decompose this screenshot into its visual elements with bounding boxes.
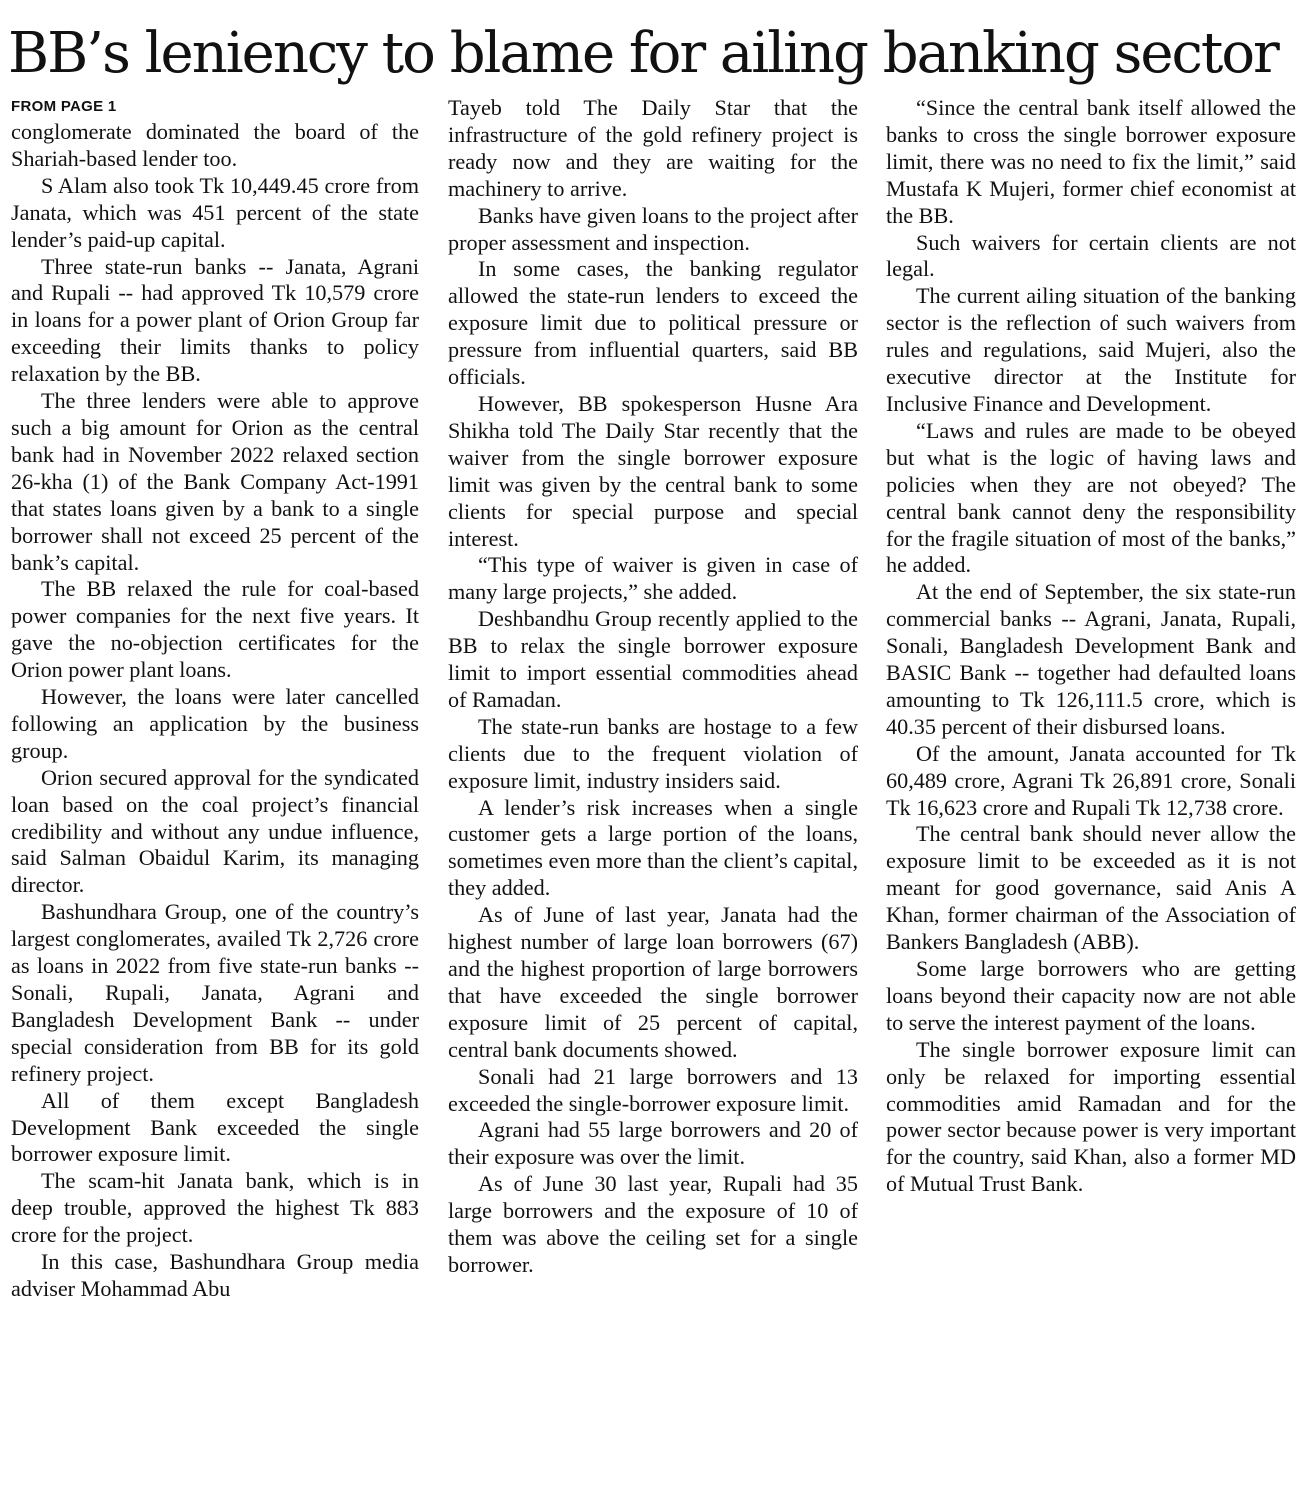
article-paragraph: S Alam also took Tk 10,449.45 crore from Janata, which was 451 percent of the state lender’s paid-up capital. <box>11 172 419 252</box>
article-paragraph: conglomerate dominated the board of the Shariah-based lender too. <box>11 119 419 171</box>
article-paragraph: Deshbandhu Group recently applied to the BB to relax the single borrower exposure limit to import essential commodities ahead of Ramadan. <box>448 606 858 712</box>
article-paragraph: A lender’s risk increases when a single customer gets a large portion of the loans, sometimes even more than the client’s capital, they added. <box>448 794 858 901</box>
article-column-3 <box>886 95 1296 1470</box>
continued-from-label: FROM PAGE 1 <box>11 98 117 115</box>
headline: BB’s leniency to blame for ailing banking sector <box>8 21 1278 86</box>
article-paragraph: The central bank should never allow the exposure limit to be exceeded as it is not meant for good governance, said Anis A Khan, former chairman of the Association of Bankers Bangladesh (ABB). <box>886 821 1296 955</box>
article-paragraph: All of them except Bangladesh Development Bank exceeded the single borrower exposure limit. <box>11 1087 419 1167</box>
article-paragraph: Such waivers for certain clients are not legal. <box>886 229 1296 282</box>
article-column-1 <box>11 95 419 1494</box>
article-paragraph: The BB relaxed the rule for coal-based power companies for the next five years. It gave the no-objection certificates for the Orion power plant loans. <box>11 576 419 683</box>
article-paragraph: Of the amount, Janata accounted for Tk 60,489 crore, Agrani Tk 26,891 crore, Sonali Tk 16,623 crore and Rupali Tk 12,738 crore. <box>886 740 1296 820</box>
article-paragraph: Some large borrowers who are getting loans beyond their capacity now are not able to serve the interest payment of the loans. <box>886 956 1296 1035</box>
article-paragraph: Agrani had 55 large borrowers and 20 of their exposure was over the limit. <box>448 1117 858 1170</box>
article-paragraph: Banks have given loans to the project after proper assessment and inspection. <box>448 202 858 255</box>
article-paragraph: The state-run banks are hostage to a few clients due to the frequent violation of exposure limit, industry insiders said. <box>448 713 858 793</box>
article-column-2 <box>448 95 858 1470</box>
article-paragraph: As of June of last year, Janata had the highest number of large loan borrowers (67) and the highest proportion of large borrowers that have exceeded the single borrower exposure limit of 25 percent of capital, central bank documents showed. <box>448 902 858 1062</box>
article-paragraph: Orion secured approval for the syndicated loan based on the coal project’s financial credibility and without any undue influence, said Salman Obaidul Karim, its managing director. <box>11 764 419 898</box>
article-paragraph: “This type of waiver is given in case of many large projects,” she added. <box>448 552 858 605</box>
article-paragraph: Bashundhara Group, one of the country’s largest conglomerates, availed Tk 2,726 crore as loans in 2022 from five state-run banks -- Sonali, Rupali, Janata, Agrani and Bangladesh Development Bank -- under special consideration from BB for its gold refinery project. <box>11 899 419 1086</box>
article-paragraph: The three lenders were able to approve such a big amount for Orion as the central bank had in November 2022 relaxed section 26-kha (1) of the Bank Company Act-1991 that states loans given by a bank to a single borrower shall not exceed 25 percent of the bank’s capital. <box>11 388 419 575</box>
article-paragraph: Three state-run banks -- Janata, Agrani and Rupali -- had approved Tk 10,579 crore in loans for a power plant of Orion Group far exceeding their limits thanks to policy relaxation by the BB. <box>11 253 419 387</box>
article-paragraph: “Laws and rules are made to be obeyed but what is the logic of having laws and policies when they are not obeyed? The central bank cannot deny the responsibility for the fragile situation of most of the banks,” he added. <box>886 417 1296 578</box>
article-paragraph: In some cases, the banking regulator allowed the state-run lenders to exceed the exposure limit due to political pressure or pressure from influential quarters, said BB officials. <box>448 256 858 390</box>
article-paragraph: At the end of September, the six state-run commercial banks -- Agrani, Janata, Rupali, Sonali, Bangladesh Development Bank and BASIC Bank -- together had defaulted loans amounting to Tk 126,111.5 crore, which is 40.35 percent of their disbursed loans. <box>886 579 1296 739</box>
article-paragraph: The single borrower exposure limit can only be relaxed for importing essential commodities amid Ramadan and for the power sector because power is very important for the country, said Khan, also a former MD of Mutual Trust Bank. <box>886 1036 1296 1197</box>
article-paragraph: As of June 30 last year, Rupali had 35 large borrowers and the exposure of 10 of them was above the ceiling set for a single borrower. <box>448 1171 858 1277</box>
article-paragraph: Sonali had 21 large borrowers and 13 exceeded the single-borrower exposure limit. <box>448 1063 858 1116</box>
article-paragraph: The current ailing situation of the banking sector is the reflection of such waivers from rules and regulations, said Mujeri, also the executive director at the Institute for Inclusive Finance and Development. <box>886 283 1296 416</box>
article-paragraph: However, the loans were later cancelled following an application by the business group. <box>11 684 419 763</box>
article-paragraph: Tayeb told The Daily Star that the infrastructure of the gold refinery project is ready now and they are waiting for the machinery to arrive. <box>448 95 858 201</box>
article-paragraph: The scam-hit Janata bank, which is in deep trouble, approved the highest Tk 883 crore for the project. <box>11 1168 419 1248</box>
article-paragraph: “Since the central bank itself allowed the banks to cross the single borrower exposure limit, there was no need to fix the limit,” said Mustafa K Mujeri, former chief economist at the BB. <box>886 95 1296 228</box>
article-paragraph: In this case, Bashundhara Group media adviser Mohammad Abu <box>11 1249 419 1301</box>
article-paragraph: However, BB spokesperson Husne Ara Shikha told The Daily Star recently that the waiver from the single borrower exposure limit was given by the central bank to some clients for special purpose and special interest. <box>448 390 858 551</box>
